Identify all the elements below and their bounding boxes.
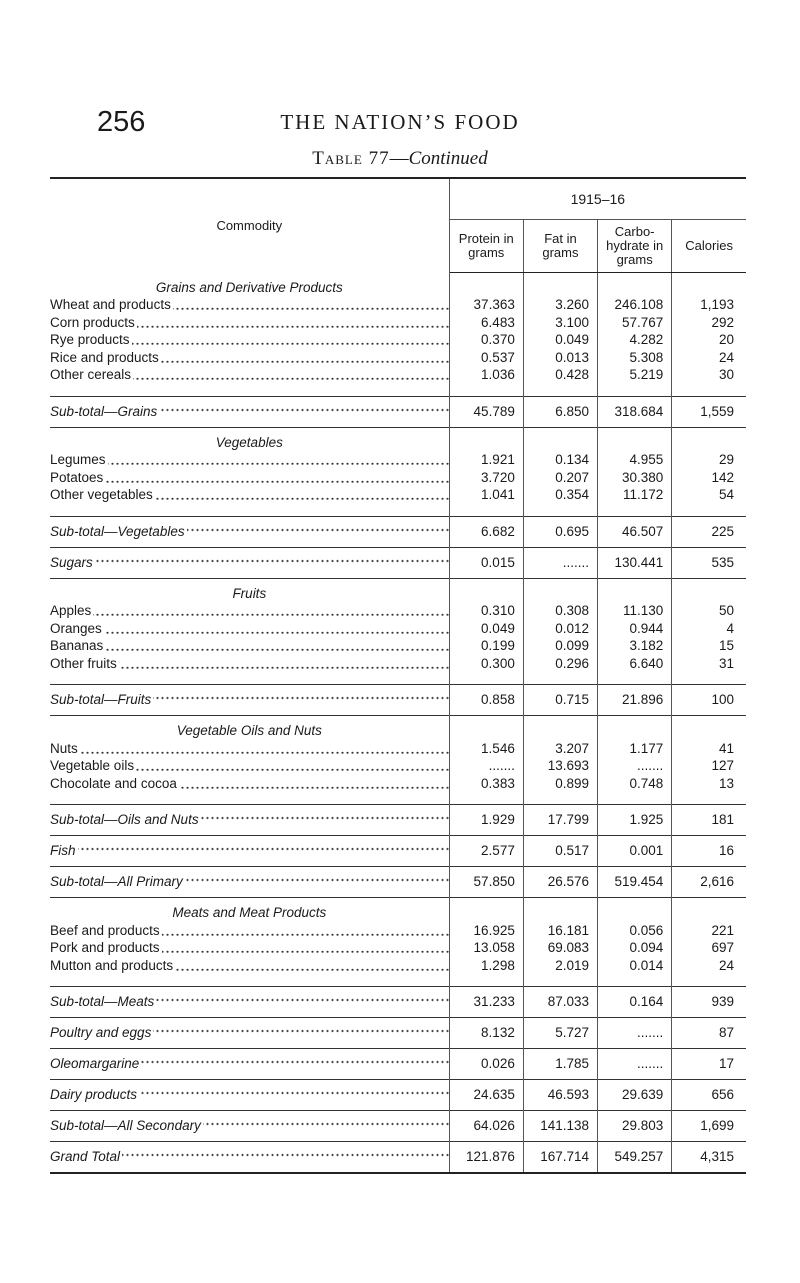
commodity-name: Apples	[50, 603, 92, 618]
value-cell: 3.182	[598, 637, 672, 655]
value-cell: 246.108	[598, 296, 672, 314]
value-cell	[449, 898, 523, 922]
value-cell: 41	[672, 740, 746, 758]
subtotal-row	[50, 547, 746, 578]
commodity-name: Corn products	[50, 314, 135, 330]
spacer-cell	[598, 792, 672, 805]
commodity-name: Oranges	[50, 620, 102, 636]
commodity-cell	[50, 775, 449, 793]
commodity-cell	[50, 805, 449, 836]
commodity-name: Oleomargarine	[50, 1056, 140, 1071]
value-cell: 0.026	[449, 1049, 523, 1080]
spacer-row	[50, 504, 746, 517]
spacer-cell	[598, 504, 672, 517]
table-caption-suffix: Continued	[408, 148, 488, 169]
spacer-cell	[672, 672, 746, 685]
subtotal-row	[50, 396, 746, 427]
table-row	[50, 451, 746, 469]
value-cell: 16	[672, 836, 746, 867]
commodity-name: Beef and products	[50, 922, 160, 938]
value-cell: 0.015	[449, 547, 523, 578]
table-caption: Table 77—Continued	[312, 148, 488, 169]
spacer-cell	[50, 672, 449, 685]
spacer-row	[50, 974, 746, 987]
value-cell: 0.354	[523, 486, 597, 504]
value-cell: 167.714	[523, 1142, 597, 1174]
spacer-cell	[672, 792, 746, 805]
value-cell: 0.428	[523, 366, 597, 384]
value-cell	[598, 427, 672, 451]
value-cell: 31	[672, 655, 746, 673]
value-cell: 1.929	[449, 805, 523, 836]
running-head: THE NATION’S FOOD	[280, 110, 520, 134]
value-cell: 57.767	[598, 314, 672, 332]
value-cell: 6.682	[449, 516, 523, 547]
commodity-name: Rye products	[50, 332, 130, 347]
value-cell	[449, 273, 523, 297]
spacer-cell	[672, 974, 746, 987]
spacer-cell	[449, 974, 523, 987]
commodity-cell	[50, 1018, 449, 1049]
value-cell: 0.300	[449, 655, 523, 673]
value-cell: 1,559	[672, 396, 746, 427]
value-cell: .......	[523, 547, 597, 578]
value-cell	[672, 898, 746, 922]
value-cell: .......	[598, 1018, 672, 1049]
value-cell: 87.033	[523, 987, 597, 1018]
value-cell: 57.850	[449, 867, 523, 898]
value-cell: .......	[449, 757, 523, 775]
table-label: Table 77	[312, 148, 390, 169]
table-header	[50, 178, 746, 273]
page-number: 256	[97, 106, 146, 138]
spacer-cell	[50, 384, 449, 397]
table-row	[50, 922, 746, 940]
subtotal-row	[50, 805, 746, 836]
commodity-name: Sub-total—Meats	[50, 994, 155, 1009]
value-cell: 697	[672, 939, 746, 957]
value-cell: 0.013	[523, 349, 597, 367]
value-cell	[672, 716, 746, 740]
commodity-name: Sugars	[50, 554, 93, 570]
value-cell: 3.260	[523, 296, 597, 314]
value-cell: 1.036	[449, 366, 523, 384]
value-cell: 13	[672, 775, 746, 793]
value-cell: 37.363	[449, 296, 523, 314]
section-heading: Vegetable Oils and Nuts	[50, 716, 449, 740]
commodity-name: Rice and products	[50, 349, 159, 365]
value-cell: 46.593	[523, 1080, 597, 1111]
spacer-cell	[449, 384, 523, 397]
value-cell: 0.094	[598, 939, 672, 957]
value-cell: 15	[672, 637, 746, 655]
value-cell: 1.041	[449, 486, 523, 504]
commodity-cell	[50, 939, 449, 957]
value-cell: 24.635	[449, 1080, 523, 1111]
subtotal-row	[50, 867, 746, 898]
subtotal-row	[50, 987, 746, 1018]
value-cell: 11.130	[598, 602, 672, 620]
value-cell: 1,699	[672, 1111, 746, 1142]
value-cell: 0.001	[598, 836, 672, 867]
value-cell: 0.370	[449, 331, 523, 349]
section-heading-row	[50, 716, 746, 740]
spacer-cell	[523, 384, 597, 397]
commodity-name: Sub-total—Vegetables	[50, 523, 185, 539]
value-cell: 0.049	[523, 331, 597, 349]
value-cell	[523, 273, 597, 297]
commodity-cell	[50, 331, 449, 349]
spacer-cell	[50, 792, 449, 805]
table-row	[50, 957, 746, 975]
spacer-cell	[50, 974, 449, 987]
subtotal-row	[50, 1049, 746, 1080]
value-cell: 142	[672, 469, 746, 487]
value-cell: 0.099	[523, 637, 597, 655]
value-cell: 6.640	[598, 655, 672, 673]
value-cell: 0.383	[449, 775, 523, 793]
subtotal-row	[50, 685, 746, 716]
value-cell: 30	[672, 366, 746, 384]
value-cell	[523, 427, 597, 451]
column-header-carbohydrate: Carbo-hydrate in grams	[598, 220, 672, 273]
value-cell: 69.083	[523, 939, 597, 957]
commodity-cell	[50, 922, 449, 940]
spacer-cell	[672, 504, 746, 517]
value-cell: 0.944	[598, 620, 672, 638]
spacer-cell	[449, 792, 523, 805]
commodity-cell	[50, 757, 449, 775]
spacer-cell	[449, 672, 523, 685]
table-body	[50, 273, 746, 1174]
value-cell: 30.380	[598, 469, 672, 487]
value-cell: 0.014	[598, 957, 672, 975]
value-cell: 0.858	[449, 685, 523, 716]
spacer-cell	[523, 974, 597, 987]
table-row	[50, 757, 746, 775]
section-heading-row	[50, 898, 746, 922]
commodity-name: Other vegetables	[50, 487, 153, 502]
table-row	[50, 620, 746, 638]
value-cell	[523, 716, 597, 740]
value-cell: 1.177	[598, 740, 672, 758]
commodity-name: Potatoes	[50, 469, 104, 485]
commodity-cell	[50, 314, 449, 332]
value-cell: 29.639	[598, 1080, 672, 1111]
value-cell: 17.799	[523, 805, 597, 836]
value-cell: 656	[672, 1080, 746, 1111]
value-cell: 0.049	[449, 620, 523, 638]
spacer-cell	[523, 792, 597, 805]
commodity-name: Grand Total	[50, 1149, 121, 1164]
value-cell: 939	[672, 987, 746, 1018]
spacer-cell	[523, 672, 597, 685]
value-cell	[449, 716, 523, 740]
value-cell: 16.181	[523, 922, 597, 940]
value-cell: 519.454	[598, 867, 672, 898]
commodity-cell	[50, 396, 449, 427]
table-row	[50, 939, 746, 957]
value-cell: 16.925	[449, 922, 523, 940]
spacer-cell	[598, 974, 672, 987]
value-cell: 24	[672, 957, 746, 975]
subtotal-row	[50, 836, 746, 867]
value-cell: 318.684	[598, 396, 672, 427]
table-row	[50, 486, 746, 504]
value-cell: 13.058	[449, 939, 523, 957]
table-row	[50, 366, 746, 384]
value-cell: 221	[672, 922, 746, 940]
commodity-cell	[50, 620, 449, 638]
table-row	[50, 314, 746, 332]
commodity-name: Wheat and products	[50, 297, 171, 312]
value-cell: 54	[672, 486, 746, 504]
value-cell: 1,193	[672, 296, 746, 314]
spacer-row	[50, 672, 746, 685]
value-cell: 0.207	[523, 469, 597, 487]
value-cell: 130.441	[598, 547, 672, 578]
commodity-cell	[50, 1142, 449, 1174]
nutrition-table	[50, 177, 746, 1174]
section-heading-row	[50, 427, 746, 451]
value-cell: 50	[672, 602, 746, 620]
value-cell: 0.517	[523, 836, 597, 867]
spacer-row	[50, 792, 746, 805]
value-cell: 8.132	[449, 1018, 523, 1049]
value-cell: 181	[672, 805, 746, 836]
commodity-name: Legumes	[50, 452, 106, 467]
commodity-cell	[50, 296, 449, 314]
subtotal-row	[50, 516, 746, 547]
value-cell: 0.164	[598, 987, 672, 1018]
subtotal-row	[50, 1080, 746, 1111]
value-cell: 4.955	[598, 451, 672, 469]
section-heading: Grains and Derivative Products	[155, 279, 343, 295]
commodity-cell	[50, 740, 449, 758]
commodity-cell	[50, 1111, 449, 1142]
commodity-cell	[50, 516, 449, 547]
value-cell: 5.219	[598, 366, 672, 384]
value-cell: 1.546	[449, 740, 523, 758]
value-cell: 26.576	[523, 867, 597, 898]
value-cell: 0.537	[449, 349, 523, 367]
value-cell	[598, 898, 672, 922]
value-cell: 0.199	[449, 637, 523, 655]
commodity-name: Fish	[50, 843, 76, 858]
value-cell: 1.921	[449, 451, 523, 469]
value-cell: 1.298	[449, 957, 523, 975]
value-cell: 0.056	[598, 922, 672, 940]
section-heading-row	[50, 273, 746, 297]
value-cell: 0.695	[523, 516, 597, 547]
value-cell	[672, 427, 746, 451]
value-cell: 46.507	[598, 516, 672, 547]
spacer-cell	[523, 504, 597, 517]
table-row	[50, 469, 746, 487]
value-cell: 17	[672, 1049, 746, 1080]
table-row	[50, 331, 746, 349]
value-cell: 127	[672, 757, 746, 775]
table-row	[50, 775, 746, 793]
table-row	[50, 296, 746, 314]
commodity-cell	[50, 685, 449, 716]
commodity-cell	[50, 366, 449, 384]
value-cell: 4	[672, 620, 746, 638]
value-cell: 292	[672, 314, 746, 332]
value-cell	[523, 898, 597, 922]
commodity-cell	[50, 836, 449, 867]
value-cell: 6.483	[449, 314, 523, 332]
table-row	[50, 602, 746, 620]
value-cell: 141.138	[523, 1111, 597, 1142]
value-cell	[523, 578, 597, 602]
commodity-name: Sub-total—Fruits	[50, 692, 152, 707]
commodity-cell	[50, 867, 449, 898]
value-cell: 2.019	[523, 957, 597, 975]
commodity-cell	[50, 637, 449, 655]
spacer-row	[50, 384, 746, 397]
value-cell	[672, 273, 746, 297]
commodity-name: Sub-total—All Primary	[50, 874, 183, 889]
value-cell: 5.308	[598, 349, 672, 367]
table-row	[50, 637, 746, 655]
value-cell: 13.693	[523, 757, 597, 775]
commodity-name: Chocolate and cocoa	[50, 775, 177, 791]
subtotal-row	[50, 1018, 746, 1049]
commodity-cell	[50, 987, 449, 1018]
table-row	[50, 740, 746, 758]
value-cell: 0.715	[523, 685, 597, 716]
commodity-name: Bananas	[50, 638, 104, 653]
value-cell: 11.172	[598, 486, 672, 504]
commodity-name: Pork and products	[50, 940, 160, 955]
value-cell: 0.308	[523, 602, 597, 620]
value-cell: 45.789	[449, 396, 523, 427]
section-heading: Fruits	[50, 578, 449, 602]
spacer-cell	[449, 504, 523, 517]
value-cell	[598, 578, 672, 602]
commodity-name: Mutton and products	[50, 957, 174, 973]
value-cell: .......	[598, 757, 672, 775]
value-cell: 29.803	[598, 1111, 672, 1142]
commodity-cell	[50, 602, 449, 620]
value-cell: 4,315	[672, 1142, 746, 1174]
value-cell: 5.727	[523, 1018, 597, 1049]
spacer-cell	[672, 384, 746, 397]
table-row	[50, 349, 746, 367]
value-cell	[598, 273, 672, 297]
value-cell: .......	[598, 1049, 672, 1080]
column-header-protein: Protein in grams	[449, 220, 523, 273]
commodity-name: Sub-total—All Secondary	[50, 1118, 201, 1133]
value-cell: 31.233	[449, 987, 523, 1018]
value-cell: 24	[672, 349, 746, 367]
commodity-name: Poultry and eggs	[50, 1025, 152, 1040]
commodity-cell	[50, 547, 449, 578]
value-cell: 0.310	[449, 602, 523, 620]
value-cell: 29	[672, 451, 746, 469]
value-cell: 4.282	[598, 331, 672, 349]
section-heading: Meats and Meat Products	[50, 898, 449, 922]
commodity-cell	[50, 655, 449, 673]
section-heading-row	[50, 578, 746, 602]
value-cell: 3.720	[449, 469, 523, 487]
value-cell: 0.748	[598, 775, 672, 793]
value-cell	[449, 427, 523, 451]
commodity-cell	[50, 451, 449, 469]
commodity-cell	[50, 469, 449, 487]
value-cell: 64.026	[449, 1111, 523, 1142]
value-cell: 2.577	[449, 836, 523, 867]
value-cell: 535	[672, 547, 746, 578]
column-header-fat: Fat in grams	[523, 220, 597, 273]
spacer-cell	[598, 672, 672, 685]
commodity-name: Sub-total—Grains	[50, 403, 158, 419]
value-cell: 0.296	[523, 655, 597, 673]
value-cell: 87	[672, 1018, 746, 1049]
period-header: 1915–16	[449, 178, 746, 220]
page-header	[0, 106, 800, 146]
value-cell: 121.876	[449, 1142, 523, 1174]
subtotal-row	[50, 1142, 746, 1174]
value-cell: 549.257	[598, 1142, 672, 1174]
value-cell	[598, 716, 672, 740]
value-cell: 1.925	[598, 805, 672, 836]
value-cell: 3.100	[523, 314, 597, 332]
commodity-name: Other cereals	[50, 367, 132, 382]
value-cell: 0.899	[523, 775, 597, 793]
value-cell: 225	[672, 516, 746, 547]
commodity-name: Sub-total—Oils and Nuts	[50, 812, 199, 827]
value-cell: 3.207	[523, 740, 597, 758]
commodity-name: Other fruits	[50, 655, 117, 671]
subtotal-row	[50, 1111, 746, 1142]
commodity-cell	[50, 957, 449, 975]
commodity-cell	[50, 486, 449, 504]
column-header-calories: Calories	[672, 220, 746, 273]
value-cell: 20	[672, 331, 746, 349]
value-cell: 1.785	[523, 1049, 597, 1080]
value-cell	[449, 578, 523, 602]
spacer-cell	[598, 384, 672, 397]
commodity-cell	[50, 1080, 449, 1111]
commodity-name: Vegetable oils	[50, 758, 135, 773]
value-cell: 2,616	[672, 867, 746, 898]
section-heading: Vegetables	[50, 427, 449, 451]
commodity-cell	[50, 349, 449, 367]
commodity-cell	[50, 1049, 449, 1080]
commodity-name: Nuts	[50, 740, 78, 756]
value-cell	[672, 578, 746, 602]
commodity-header: Commodity	[50, 178, 449, 273]
value-cell: 100	[672, 685, 746, 716]
value-cell: 6.850	[523, 396, 597, 427]
value-cell: 21.896	[598, 685, 672, 716]
value-cell: 0.012	[523, 620, 597, 638]
commodity-name: Dairy products	[50, 1087, 138, 1102]
table-row	[50, 655, 746, 673]
spacer-cell	[50, 504, 449, 517]
value-cell: 0.134	[523, 451, 597, 469]
